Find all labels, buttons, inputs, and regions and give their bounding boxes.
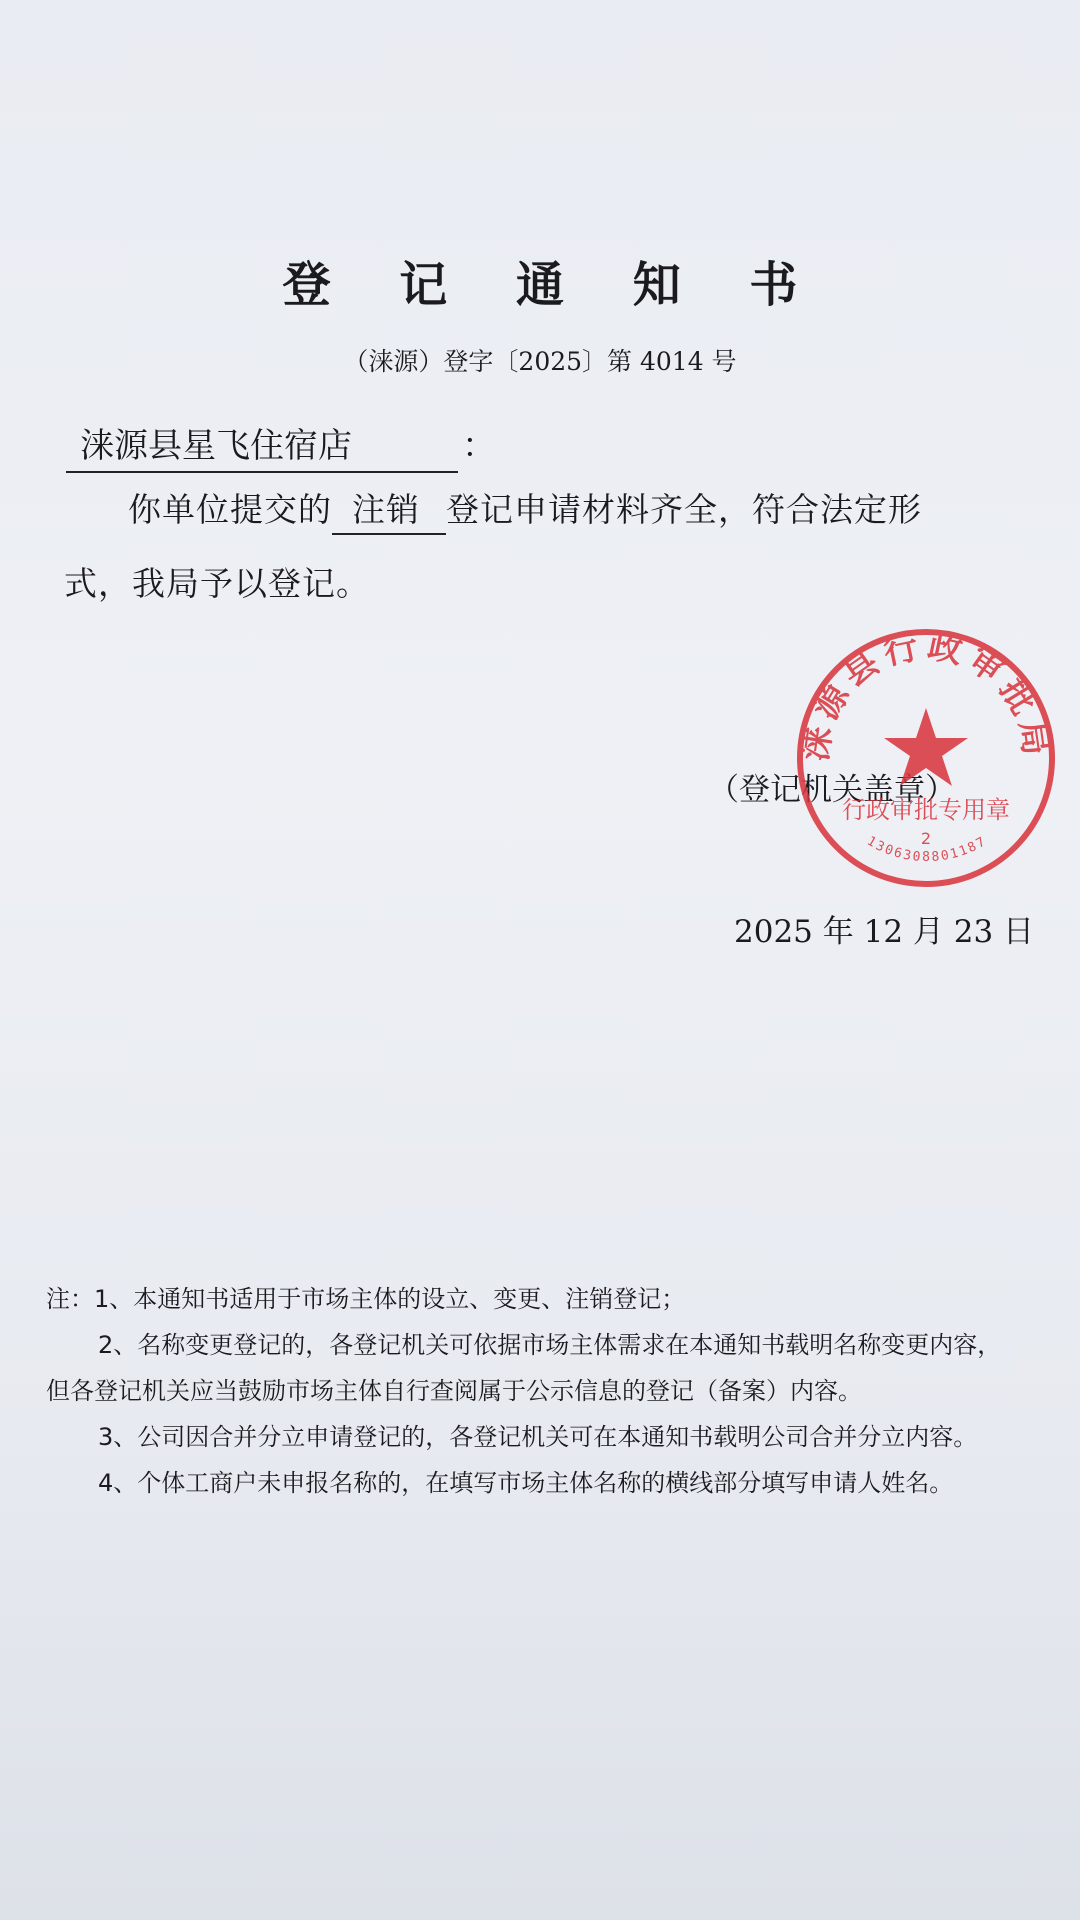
note-item-4: 4、个体工商户未申报名称的，在填写市场主体名称的横线部分填写申请人姓名。 xyxy=(98,1469,954,1497)
note-item-2: 2、名称变更登记的，各登记机关可依据市场主体需求在本通知书载明名称变更内容， xyxy=(98,1331,1002,1359)
notes-section xyxy=(46,1276,1066,1506)
document-title: 登 记 通 知 书 xyxy=(282,257,824,313)
seal-upper-text: 涞源县行政审批局 xyxy=(795,625,1057,764)
seal-label: （登记机关盖章） xyxy=(708,772,956,808)
body-paragraph-line-1 xyxy=(128,484,922,535)
document-number: （涞源）登字〔2025〕第 4014 号 xyxy=(343,347,737,376)
official-seal-stamp xyxy=(790,622,1062,894)
addressee-colon: ： xyxy=(462,426,496,466)
note-item-2-continued: 但各登记机关应当鼓励市场主体自行查阅属于公示信息的登记（备案）内容。 xyxy=(46,1377,862,1405)
body-paragraph-line-2: 式，我局予以登记。 xyxy=(64,564,370,603)
registration-action: 注销 xyxy=(332,484,446,535)
body-text-after: 登记申请材料齐全，符合法定形 xyxy=(446,490,922,529)
addressee-line xyxy=(66,418,496,473)
note-row-1 xyxy=(46,1276,1066,1322)
seal-number: 2 xyxy=(920,829,932,848)
seal-lower-text: 行政审批专用章 xyxy=(842,796,1010,824)
body-text-before: 你单位提交的 xyxy=(128,490,332,529)
star-icon xyxy=(884,708,968,786)
notes-prefix: 注： xyxy=(46,1285,94,1313)
issue-date: 2025 年 12 月 23 日 xyxy=(734,914,1035,950)
addressee-name: 涞源县星飞住宿店 xyxy=(66,418,458,473)
note-item-1: 1、本通知书适用于市场主体的设立、变更、注销登记； xyxy=(94,1285,686,1313)
seal-code: 1306308801187 xyxy=(864,833,990,866)
note-item-3: 3、公司因合并分立申请登记的，各登记机关可在本通知书载明公司合并分立内容。 xyxy=(98,1423,978,1451)
